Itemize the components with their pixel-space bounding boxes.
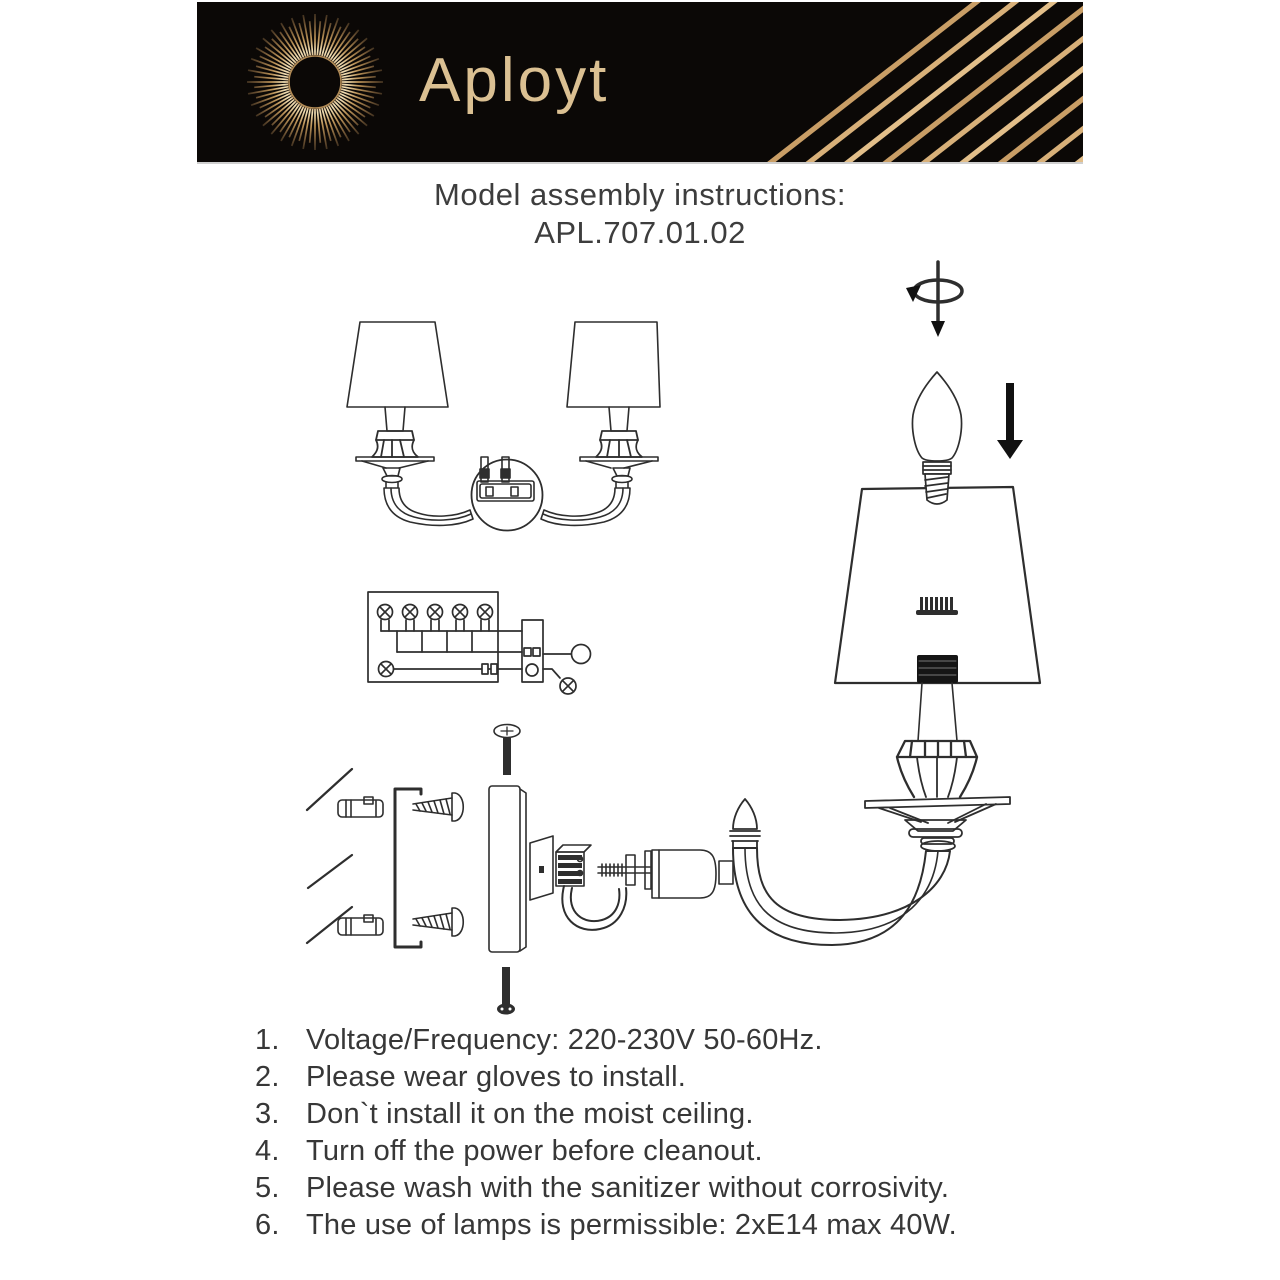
terminal-block	[522, 620, 543, 682]
list-item	[255, 1207, 1085, 1244]
item-text: Please wash with the sanitizer without corrosivity.	[306, 1172, 950, 1204]
list-item	[255, 1133, 1085, 1170]
insert-arrow-icon	[997, 383, 1023, 459]
right-bobeche	[580, 457, 658, 488]
candle-bulb	[912, 372, 961, 504]
machine-screw-bottom	[497, 967, 515, 1015]
list-item	[255, 1170, 1085, 1207]
list-item	[255, 1096, 1085, 1133]
wires	[562, 886, 626, 930]
crystal	[897, 741, 977, 797]
wiring-diagram	[368, 592, 591, 694]
item-text: The use of lamps is permissible: 2xE14 max 40W.	[306, 1209, 957, 1241]
arm-tube	[733, 848, 950, 945]
item-number: 2.	[255, 1061, 280, 1093]
item-number: 3.	[255, 1098, 280, 1130]
coupler	[652, 850, 716, 898]
item-text: Don`t install it on the moist ceiling.	[306, 1098, 754, 1130]
item-text: Voltage/Frequency: 220-230V 50-60Hz.	[306, 1024, 823, 1056]
threaded-rod	[598, 851, 651, 889]
arm-tab	[719, 861, 733, 884]
item-number: 1.	[255, 1024, 280, 1056]
wall-anchor	[338, 797, 383, 817]
left-shade	[347, 322, 448, 407]
rotate-bulb-icon	[906, 262, 962, 337]
inner-plate	[530, 836, 553, 900]
arm-tip	[730, 799, 760, 848]
left-bobeche	[356, 457, 434, 488]
right-crystal	[596, 431, 642, 457]
item-text: Please wear gloves to install.	[306, 1061, 686, 1093]
item-text: Turn off the power before cleanout.	[306, 1135, 763, 1167]
brand-wordmark: Aployt	[419, 46, 610, 115]
socket-ring	[916, 597, 958, 615]
item-number: 4.	[255, 1135, 280, 1167]
screw	[413, 908, 463, 936]
connector-terminal	[556, 845, 591, 886]
two-arm-sconce-drawing	[347, 322, 660, 531]
page-title: Model assembly instructions:	[434, 177, 846, 212]
left-crystal	[372, 431, 418, 457]
arm-assembly-drawing	[719, 262, 1040, 945]
switch-symbol	[572, 645, 591, 664]
model-number: APL.707.01.02	[534, 215, 746, 250]
mounting-hardware-drawing	[307, 725, 716, 1015]
instructions-list	[255, 1022, 1085, 1244]
lamp-symbols	[378, 605, 493, 620]
mounting-bar	[395, 789, 421, 947]
bobeche	[865, 797, 1010, 851]
backplate	[489, 786, 526, 952]
item-number: 6.	[255, 1209, 280, 1241]
list-item	[255, 1059, 1085, 1096]
wall-hatch	[307, 769, 352, 943]
machine-screw-top	[494, 725, 520, 776]
socket-cap	[917, 655, 958, 683]
list-item	[255, 1022, 1085, 1059]
right-shade	[567, 322, 660, 407]
screw	[413, 793, 463, 821]
shade	[835, 487, 1040, 683]
wall-anchor	[338, 915, 383, 935]
candle-tube	[918, 683, 957, 741]
item-number: 5.	[255, 1172, 280, 1204]
